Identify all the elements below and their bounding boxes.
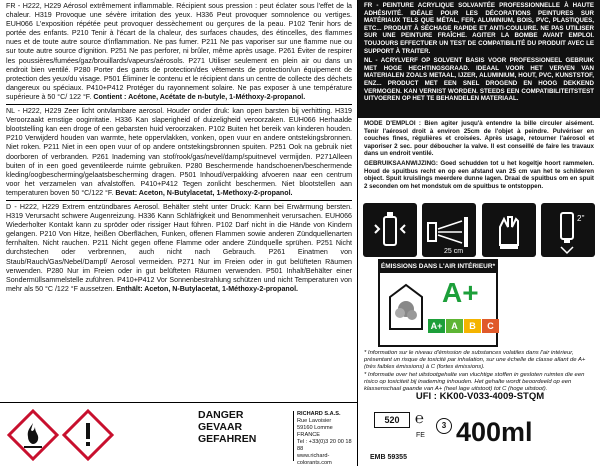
usage-instructions (358, 118, 600, 202)
spray-distance-label: 25 cm (444, 248, 464, 255)
shake-can-icon (363, 203, 417, 257)
hazard-footer (0, 402, 357, 466)
divider (293, 411, 294, 461)
signal-word-de: GEFAHREN (198, 433, 257, 445)
wear-gloves-icon (482, 203, 536, 257)
product-code: 520 (374, 412, 410, 428)
scale-b: B (464, 319, 481, 333)
divider (6, 104, 352, 105)
hazard-statements (6, 2, 352, 402)
flammable-icon (7, 409, 59, 461)
signal-word-fr: DANGER (198, 409, 244, 421)
divider (6, 200, 352, 201)
emissions-scale (428, 319, 500, 333)
company-city: 59160 Lomme (297, 425, 333, 431)
description-fr: FR - PEINTURE ACRYLIQUE SOLVANTÉE PROFESSIONNELLE À HAUTE ADHÉSIVITÉ. IDÉALE POUR LES DÉCORATIONS PEINTURES SUR MATÉRIAUX TELS QUE MÉTAL, FER, ALUMINIUM, BOIS, PVC, PLASTIQUES, ETC... PRODUIT À SÉCHAGE RAPIDE ET ANTI-COULURE. NE PAS UTILISER SUR UNE PEINTURE FRAÎCHE. AGITER LA BOMBE AVANT EMPLOI. TOUJOURS EFFECTUER UN TEST DE COMPATIBILITÉ DU PRODUIT AVEC LE SUPPORT À TRAITER. (364, 2, 594, 55)
signal-word (198, 409, 278, 445)
company-address (297, 411, 357, 466)
de-statement: D - H222, H229 Extrem entzündbares Aerosol. Behälter steht unter Druck: Kann bei Erwärmung bersten. H319 Verursacht schwere Augenreizung. H336 Kann Schläfrigkeit und Benommenheit verursachen. EUH066 Wiederholter Kontakt kann zu spröder oder rissiger Haut führen. P102 Darf nicht in die Hände von Kindern gelangen. P210 Von Hitze, heißen Oberflächen, Funken, offenen Flammen sowie anderen Zündquellenarten fernhalten. Nicht rauchen. P211 Nicht gegen offene Flamme oder andere Zündquelle sprühen. P251 Nicht durchstechen oder verbrennen, auch nicht nach Gebrauch. P261 Einatmen von Staub/Rauch/Gas/Nebel/Dampf/ Aerosol vermeiden. P271 Nur im Freien oder in gut belüfteten Räumen verwenden. P280 Nur im Freien oder in gut belüfteten Räumen verwenden. P501 Inhalt/Behälter einer Sondermüllsammelstelle zuführen. P410+P412 Vor Sonnenbestrahlung schützen und nicht Temperaturen von mehr als 50 °C /122 °F aussetzen. Enthält: Aceton, N-Butylacetat, 1-Méthoxy-2-propanol. (6, 202, 352, 293)
company-website: www.richard-colorants.com (297, 453, 332, 466)
company-name: RICHARD S.A.S. (297, 411, 341, 417)
emissions-info-nl: * Informatie over het uitstootgehalte van vluchtige stoffen in gesloten ruimtes die een risico op toxiciteit bij inademing inhouden. Het gehalte wordt beoordeeld op een klassenschaal gaande van A+ (heel lage uitstoot) tot C (hoge uitstoot). (364, 372, 585, 392)
description-nl: NL - ACRYLVERF OP SOLVENT BASIS VOOR PROFESSIONEEL GEBRUIK MET HOGE HECHTINGSGRAAD. IDEAAL VOOR HET VERVEN VAN MATERIALEN ZOALS METAAL, IJZER, ALUMINIUM, HOUT, PVC, KUNSTSTOF, ENZ... PRODUCT MET EEN SNEL DROGEND EN HOOG DEKKEND VERMOGEN. KAN VERNIST WORDEN. STEEDS EEN COMPATIBILITEITSTEST UITVOEREN OP HET TE BEHANDELEN MATERIAAL. (364, 57, 594, 103)
usage-pictograms (363, 203, 595, 257)
emissions-info-fr: * Information sur le niveau d'émission de substances volatiles dans l'air intérieur, présentant un risque de toxicité par inhalation, sur une échelle de classe allant de A+ (très faibles émissions) à C (fortes émissions). (364, 350, 586, 370)
usage-nl: GEBRUIKSAANWIJZING: Goed schudden tot u het kogeltje hoort rammelen. Houd de spuitbus recht en op een afstand van 25 cm van het te schilderen object. Spuit kruislings meerdere dunne lagen. Draai de spuitbus om en spuit 2 seconden om het mondstuk om de spuitbus te ontstoppen. (364, 159, 594, 190)
nl-statement: NL - H222, H229 Zeer licht ontvlambare aerosol. Houder onder druk: kan open barsten bij verhitting. H319 Veroorzaakt ernstige oogirritatie. H336 Kan slaperigheid of duizeligheid veroorzaken. EUH066 Herhaalde blootstelling kan een droge of een gebarsten huid veroorzaken. P102 Buiten het bereik van kinderen houden. P210 Verwijderd houden van warmte, hete oppervlakken, vonken, open vuur en andere ontstekingsbronnen. Niet roken. P211 Niet in een open vuur of op andere ontstekingsbronnen spuiten. P251 Ook na gebruik niet doorboren of verbranden. P261 Inademing van stof/rook/gas/nevel/damp/spuitnevel vermijden. P271Alleen buiten of in een goed geventileerde ruimte gebruiken. P280 Beschermende handschoenen/beschermende kleding/oogbescherming/gelaatsbescherming dragen. P501 Inhoud/verpakking afvoeren naar een centrum voor het verzamelen van afvalstoffen. P410+P412 Tegen zonlicht beschermen. Niet blootstellen aan temperaturen boven 50 °C/122 °F. Bevat: Aceton, N-Butylacetat, 1-Methoxy-2-propanol. (6, 107, 352, 197)
indoor-emissions-label (378, 259, 498, 347)
company-phone: Tel : +33(0)3 20 00 18 88 (297, 439, 352, 452)
company-street: Rue Lavoisier (297, 418, 332, 424)
usage-fr: MODE D'EMPLOI : Bien agiter jusqu'à entendre la bille circuler aisément. Tenir l'aérosol droit à environ 25cm de l'objet à peindre. Pulvériser en couches fines, régulières et croisées. Après usage, retourner l'aérosol et vaporiser 2 sec. pour déboucher la valve. Il est conseillé de faire les travaux dans un endroit ventilé. (364, 120, 594, 158)
emissions-header: ÉMISSIONS DANS L'AIR INTÉRIEUR* (380, 261, 496, 273)
net-quantity: 400ml (456, 417, 533, 447)
scale-a: A (446, 319, 463, 333)
company-country: FRANCE (297, 432, 320, 438)
estimated-sign-icon: ℮ (415, 410, 425, 427)
product-description (358, 0, 600, 118)
room-icon (386, 279, 426, 333)
packer-code: EMB 59355 (370, 454, 407, 461)
aerosol-circle-mark: 3 (436, 418, 452, 434)
scale-a-plus: A+ (428, 319, 445, 333)
spray-time-label: 2'' (576, 214, 585, 223)
packaging-codes (358, 404, 600, 466)
emissions-grade: A+ (442, 277, 479, 308)
product-info-column (358, 0, 600, 466)
ufi-code: UFI : KK00-V033-4009-STQM (415, 391, 545, 402)
signal-word-nl: GEVAAR (198, 421, 243, 433)
fe-mark: FE (416, 432, 425, 439)
invert-spray-icon (541, 203, 595, 257)
exclamation-hazard-icon (62, 409, 114, 461)
fr-statement: FR - H222, H229 Aérosol extrêmement inflammable. Récipient sous pression : peut éclater sous l'effet de la chaleur. H319 Provoque une sévère irritation des yeux. H336 Peut provoquer somnolence ou vertiges. EUH066 L'exposition répétée peut provoquer dessèchement ou gerçures de la peau. P102 Tenir hors de portée des enfants. P210 Tenir à l'écart de la chaleur, des surfaces chaudes, des étincelles, des flammes nues et de toute autre source d'inflammation. Ne pas fumer. P211 Ne pas vaporiser sur une flamme nue ou sur toute autre source d'ignition. P251 Ne pas perforer, ni brûler, même après usage. P261 Éviter de respirer les poussières/fumées/gaz/brouillards/vapeurs/aérosols. P271 Utiliser seulement en plein air ou dans un endroit bien ventilé. P280 Porter des gants de protection/des vêtements de protection/un équipement de protection des yeux/du visage. P501 Éliminer le contenu et le récipient dans un centre de collecte des déchets dangereux ou spéciaux. P410+P412 Protéger du rayonnement solaire. Ne pas exposer à une température supérieure à 50 °C/ 122 °F. Contient : Acétone, Acétate de n-butyle, 1-Méthoxy-2-propanol. (6, 2, 352, 101)
spray-distance-icon (422, 203, 476, 257)
emissions-info (358, 350, 600, 390)
scale-c: C (482, 319, 499, 333)
